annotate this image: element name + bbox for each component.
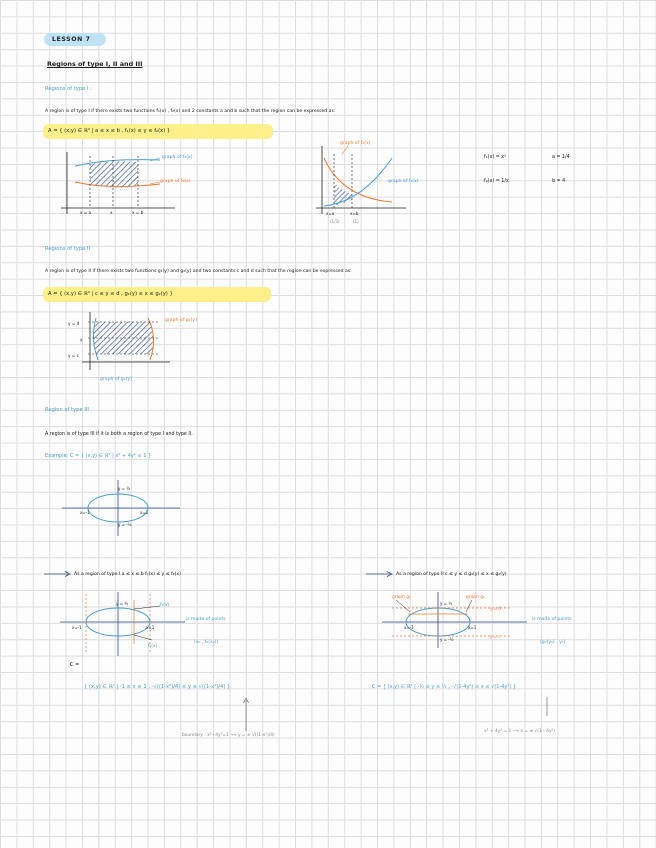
page-title: Regions of type I, II and III <box>47 60 143 68</box>
left-col-right: x=1 <box>146 625 155 630</box>
type1-eq-f1: f₁(x) = x² <box>484 155 507 160</box>
type3-ellipse-left: x=-1 <box>80 510 90 515</box>
right-col-heading: As a region of type II c ≤ y ≤ d g₁(y) ≤ x ≤ g₂(y) <box>396 572 507 577</box>
type1-heading: Regions of type I : <box>45 86 92 92</box>
type1-fig2-xb: x=b <box>350 211 359 216</box>
type3-ellipse-top: y = ½ <box>118 486 131 491</box>
type1-definition: A region is of type I if there exists two functions f₁(x) , f₂(x) and 2 constants a and b such that the region can be expressed as: <box>45 109 336 114</box>
type1-eq-a: a = 1/4 <box>552 155 570 160</box>
right-col-yc: y = c <box>490 634 501 639</box>
type3-ellipse-bottom: y = -½ <box>118 522 132 527</box>
type1-set-expression: A = { (x,y) ∈ ℝ² | a ≤ x ≤ b , f₁(x) ≤ y ≤ f₂(x) } <box>48 128 171 134</box>
type2-set-expression: A = { (x,y) ∈ ℝ² | c ≤ y ≤ d , g₁(y) ≤ x ≤ g₂(y) } <box>48 291 173 297</box>
type1-eq-f2: f₂(x) = 1/x <box>484 179 509 184</box>
lesson-badge <box>44 33 106 46</box>
right-col-g1: graph g₁ <box>392 595 411 600</box>
type1-fig2-graph-f2: graph of f₂(x) <box>340 141 371 146</box>
left-col-boundary: boundary : x²+4y²=1 ⟶ y = ± √((1-x²)/4) <box>182 733 275 738</box>
left-col-heading: As a region of type I a ≤ x ≤ b f₁(x) ≤ y ≤ f₂(x) <box>74 572 181 577</box>
type3-heading: Region of type III <box>45 407 89 413</box>
right-col-down-arrow-icon <box>543 696 551 718</box>
left-col-set: { (x,y) ∈ ℝ² | -1 ≤ x ≤ 1 , -√((1-x²)/4) ≤ y ≤ √((1-x²)/4) } <box>84 684 231 690</box>
type1-fig1-graph-f1: graph of f₁(x) <box>160 179 191 184</box>
right-col-top: y = ½ <box>440 601 453 606</box>
type3-example: Example: C = { (x,y) ∈ ℝ² | x² + 4y² ≤ 1 } <box>45 453 152 459</box>
right-col-yd: y = d <box>490 606 501 611</box>
left-col-left: x=-1 <box>72 625 82 630</box>
left-col-top: y = ½ <box>116 601 129 606</box>
type1-fig1-xb: x = b <box>132 210 144 215</box>
type1-fig2-under-b: (1) <box>353 219 359 224</box>
type2-yy: y <box>80 337 83 342</box>
type2-graph-g2: graph of g₂(y) <box>165 318 197 323</box>
type2-yd: y = d <box>68 321 80 326</box>
left-col-f2: f₂(x) <box>160 603 170 608</box>
left-col-note: is made of points <box>186 617 226 622</box>
type1-fig1-graph-f2: graph of f₂(x) <box>162 155 193 160</box>
type2-heading: Regions of type II <box>45 246 91 252</box>
right-col-note: is made of points <box>532 617 572 622</box>
type1-fig1-x: x <box>110 210 113 215</box>
type1-fig1-xa: x = a <box>80 210 92 215</box>
left-col-c-label: C = <box>70 662 80 668</box>
left-arrow-icon <box>44 570 72 578</box>
type2-yc: y = c <box>68 353 79 358</box>
type1-fig2-under-a: (1/3) <box>330 219 340 224</box>
lesson-badge-label: LESSON 7 <box>52 36 91 43</box>
right-arrow-icon <box>366 570 394 578</box>
left-col-up-arrow-icon <box>242 697 250 733</box>
right-col-set: C = { (x,y) ∈ ℝ² | -½ ≤ y ≤ ½ , -√(1-4y²) ≤ x ≤ √(1-4y²) } <box>372 684 517 690</box>
type2-graph-g1: graph of g₁(y) <box>100 377 132 382</box>
right-col-right: x=1 <box>468 625 477 630</box>
type1-fig2-xa: x=a <box>326 211 335 216</box>
right-col-left: x=-1 <box>404 625 414 630</box>
right-col-pair: (g₂(y₀) , y₀) <box>540 640 566 645</box>
right-col-g2: graph g₂ <box>466 595 485 600</box>
left-col-pair: (x₀ , f₂(x₀)) <box>194 640 219 645</box>
left-col-f1: f₁(x) <box>148 644 158 649</box>
type3-ellipse-right: x=1 <box>140 510 149 515</box>
right-col-bottom: y = -½ <box>440 637 454 642</box>
type3-definition: A region is of type III if it is both a region of type I and type II. <box>45 432 193 437</box>
type2-definition: A region is of type II if there exists two functions g₁(y) and g₂(y) and two constants c and d such that the region can be expressed as: <box>45 269 352 274</box>
type1-eq-b: b = 4 <box>552 179 566 184</box>
right-col-boundary: x² + 4y² = 1 ⟶ x = ± √(1 - 4y²) <box>484 729 556 734</box>
type1-fig2-graph-f1: graph of f₁(x) <box>388 179 419 184</box>
